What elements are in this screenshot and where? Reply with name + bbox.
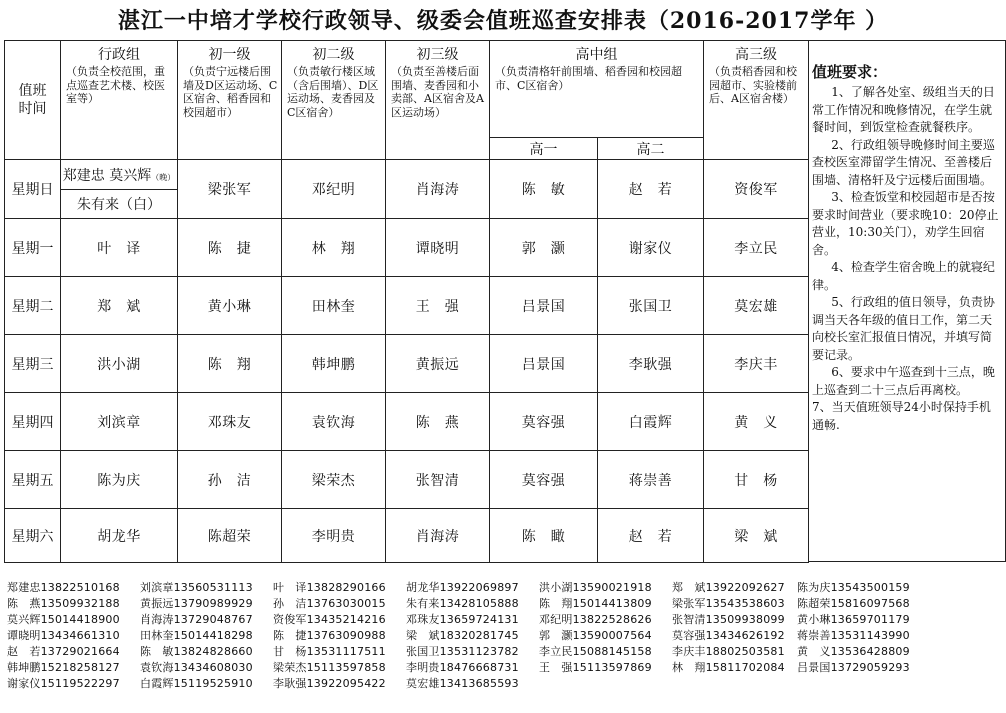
contact-entry: 陈超荣15816097568 [797, 597, 910, 610]
duty-cell: 李耿强 [598, 335, 704, 393]
day-cell: 星期四 [5, 393, 61, 451]
duty-cell: 韩坤鹏 [282, 335, 386, 393]
duty-cell: 白霞辉 [598, 393, 704, 451]
group-name: 高中组 [575, 47, 618, 63]
contact-entry: 王 强15113597869 [539, 661, 652, 674]
duty-cell: 邓纪明 [282, 160, 386, 219]
admin-day-cell: 朱有来（白） [61, 190, 178, 219]
day-cell: 星期六 [5, 509, 61, 563]
group-name: 初一级 [208, 47, 251, 63]
contact-entry: 邓珠友13659724131 [406, 613, 519, 626]
contact-entry: 黄 义13536428809 [797, 645, 910, 658]
duty-cell: 莫宏雄 [704, 277, 809, 335]
duty-cell: 资俊军 [704, 160, 809, 219]
contact-entry: 朱有来13428105888 [406, 597, 519, 610]
duty-schedule-table [4, 40, 809, 563]
contact-entry: 李耿强13922095422 [273, 677, 386, 690]
contact-entry: 白霞辉15119525910 [140, 677, 253, 690]
contact-entry: 田林奎15014418298 [140, 629, 253, 642]
contact-entry: 刘滨章13560531113 [140, 581, 253, 594]
contact-entry: 孙 洁13763030015 [273, 597, 386, 610]
table-row [5, 393, 809, 451]
requirements-title: 值班要求： [812, 63, 888, 81]
contact-entry: 肖海涛13729048767 [140, 613, 253, 626]
day-cell: 星期二 [5, 277, 61, 335]
contact-entry: 韩坤鹏15218258127 [7, 661, 120, 674]
duty-cell: 洪小湖 [61, 335, 178, 393]
contact-entry: 李庆丰18802503581 [672, 645, 785, 658]
duty-cell: 肖海涛 [386, 509, 490, 563]
contact-entry: 甘 杨13531117511 [273, 645, 386, 658]
duty-cell: 谭晓明 [386, 219, 490, 277]
duty-cell: 张国卫 [598, 277, 704, 335]
duty-cell: 陈 燕 [386, 393, 490, 451]
contact-entry: 陈 翔15014413809 [539, 597, 652, 610]
duty-cell: 王 强 [386, 277, 490, 335]
duty-cell: 梁荣杰 [282, 451, 386, 509]
duty-cell: 袁钦海 [282, 393, 386, 451]
requirement-item: 4、检查学生宿舍晚上的就寝纪律。 [812, 260, 995, 292]
duty-cell: 赵 若 [598, 509, 704, 563]
duty-cell: 陈 翔 [178, 335, 282, 393]
admin-names: 郑建忠 莫兴辉 [62, 167, 152, 184]
contact-entry: 叶 译13828290166 [273, 581, 386, 594]
duty-cell: 陈 捷 [178, 219, 282, 277]
contact-row [7, 659, 1006, 675]
contact-row [7, 595, 1006, 611]
table-row [5, 451, 809, 509]
group-desc: （负责敏行楼区域（含后围墙）、D区运动场、麦香园及C区宿舍） [287, 65, 379, 119]
table-row [5, 219, 809, 277]
duty-cell: 肖海涛 [386, 160, 490, 219]
contact-row [7, 643, 1006, 659]
requirement-item: 6、要求中午巡查到十三点，晚上巡查到二十三点后再离校。 [812, 365, 995, 397]
contact-row [7, 579, 1006, 595]
table-row [5, 335, 809, 393]
group-name: 行政组 [98, 47, 140, 63]
duty-cell: 李立民 [704, 219, 809, 277]
contact-entry: 谭晓明13434661310 [7, 629, 120, 642]
duty-cell: 梁张军 [178, 160, 282, 219]
group-name: 高三级 [735, 47, 778, 63]
header-grade9 [386, 41, 490, 160]
shift-note: （晚） [151, 172, 176, 182]
subheader-grade11: 高二 [598, 138, 704, 160]
duty-cell: 陈为庆 [61, 451, 178, 509]
duty-cell: 吕景国 [490, 277, 598, 335]
duty-cell: 谢家仪 [598, 219, 704, 277]
duty-cell: 黄 义 [704, 393, 809, 451]
contact-entry: 谢家仪15119522297 [7, 677, 120, 690]
contact-entry: 邓纪明13822528626 [539, 613, 652, 626]
contact-entry: 莫兴辉15014418900 [7, 613, 120, 626]
contact-entry: 李明贵18476668731 [406, 661, 519, 674]
header-grade12 [704, 41, 809, 160]
duty-cell: 邓珠友 [178, 393, 282, 451]
contact-entry: 黄振远13790989929 [140, 597, 253, 610]
duty-cell: 赵 若 [598, 160, 704, 219]
duty-cell: 吕景国 [490, 335, 598, 393]
contact-entry: 陈 捷13763090988 [273, 629, 386, 642]
admin-night-cell [61, 160, 178, 190]
day-cell: 星期三 [5, 335, 61, 393]
duty-cell: 李明贵 [282, 509, 386, 563]
duty-cell: 梁 斌 [704, 509, 809, 563]
duty-cell: 张智清 [386, 451, 490, 509]
duty-cell: 陈超荣 [178, 509, 282, 563]
duty-cell: 叶 译 [61, 219, 178, 277]
contact-entry: 梁 斌18320281745 [406, 629, 519, 642]
header-high-school [490, 41, 704, 138]
contact-entry: 陈 燕13509932188 [7, 597, 120, 610]
header-grade7 [178, 41, 282, 160]
duty-cell: 陈 敏 [490, 160, 598, 219]
contact-entry: 袁钦海13434608030 [140, 661, 253, 674]
contact-entry: 张智清13509938099 [672, 613, 785, 626]
contact-entry: 莫宏雄13413685593 [406, 677, 519, 690]
contact-list [7, 579, 1006, 691]
day-cell: 星期日 [5, 160, 61, 219]
time-col-header: 值班 时间 [5, 41, 61, 160]
contact-entry: 梁荣杰15113597858 [273, 661, 386, 674]
contact-entry: 吕景国13729059293 [797, 661, 910, 674]
requirement-item: 1、了解各处室、级组当天的日常工作情况和晚修情况，在学生就餐时间，到饭堂检查就餐秩序。 [812, 85, 995, 134]
duty-cell: 郭 灏 [490, 219, 598, 277]
group-desc: （负责宁远楼后围墙及D区运动场、C区宿舍、稻香园和校园超市） [183, 65, 278, 119]
duty-cell: 郑 斌 [61, 277, 178, 335]
duty-cell: 甘 杨 [704, 451, 809, 509]
duty-cell: 莫容强 [490, 451, 598, 509]
group-desc: （负责稻香园和校园超市、实验楼前后、A区宿舍楼） [709, 65, 798, 105]
table-row [5, 509, 809, 563]
page-title: 湛江一中培才学校行政领导、级委会值班巡查安排表（2016-2017学年 ） [117, 8, 889, 34]
duty-cell: 田林奎 [282, 277, 386, 335]
requirement-item: 5、行政组的值日领导，负责协调当天各年级的值日工作，第二天向校长室汇报值日情况，并填写简要记录。 [812, 295, 995, 362]
requirement-item: 2、行政组领导晚修时间主要巡查校医室滞留学生情况、至善楼后围墙、清格轩及宁远楼后面围墙。 [812, 137, 995, 187]
contact-row [7, 611, 1006, 627]
contact-entry: 胡龙华13922069897 [406, 581, 519, 594]
group-desc: （负责至善楼后面围墙、麦香园和小卖部、A区宿舍及A区运动场） [391, 65, 484, 119]
duty-cell: 蒋崇善 [598, 451, 704, 509]
contact-entry: 蒋崇善13531143990 [797, 629, 910, 642]
requirement-item: 7、当天值班领导24小时保持手机通畅. [812, 400, 991, 432]
duty-cell: 胡龙华 [61, 509, 178, 563]
header-admin [61, 41, 178, 160]
duty-cell: 黄小琳 [178, 277, 282, 335]
duty-cell: 孙 洁 [178, 451, 282, 509]
duty-cell: 莫容强 [490, 393, 598, 451]
duty-cell: 陈 瞰 [490, 509, 598, 563]
group-name: 初二级 [312, 47, 355, 63]
contact-entry: 资俊军13435214216 [273, 613, 386, 626]
contact-row [7, 675, 1006, 691]
group-name: 初三级 [416, 47, 459, 63]
contact-entry: 赵 若13729021664 [7, 645, 120, 658]
day-cell: 星期五 [5, 451, 61, 509]
contact-entry: 李立民15088145158 [539, 645, 652, 658]
requirement-item: 3、检查饭堂和校园超市是否按要求时间营业（要求晚10：20停止营业，10:30关门），劝学生回宿舍。 [812, 190, 999, 257]
group-desc: （负责全校范围，重点巡查艺术楼、校医室等） [66, 65, 165, 105]
contact-entry: 梁张军13543538603 [672, 597, 785, 610]
table-row [5, 160, 809, 190]
group-desc: （负责清格轩前围墙、稻香园和校园超市、C区宿舍） [495, 65, 682, 92]
header-grade8 [282, 41, 386, 160]
day-cell: 星期一 [5, 219, 61, 277]
contact-entry: 陈为庆13543500159 [797, 581, 910, 594]
contact-row [7, 627, 1006, 643]
subheader-grade10: 高一 [490, 138, 598, 160]
contact-entry: 洪小湖13590021918 [539, 581, 652, 594]
duty-cell: 刘滨章 [61, 393, 178, 451]
contact-entry: 郑建忠13822510168 [7, 581, 120, 594]
duty-cell: 林 翔 [282, 219, 386, 277]
duty-cell: 黄振远 [386, 335, 490, 393]
contact-entry: 莫容强13434626192 [672, 629, 785, 642]
contact-entry: 陈 敏13824828660 [140, 645, 253, 658]
contact-entry: 郑 斌13922092627 [672, 581, 785, 594]
contact-entry: 郭 灏13590007564 [539, 629, 652, 642]
contact-entry: 黄小琳13659701179 [797, 613, 910, 626]
contact-entry: 张国卫13531123782 [406, 645, 519, 658]
contact-entry: 林 翔15811702084 [672, 661, 785, 674]
table-row [5, 277, 809, 335]
duty-requirements-panel [808, 40, 1006, 562]
duty-cell: 李庆丰 [704, 335, 809, 393]
